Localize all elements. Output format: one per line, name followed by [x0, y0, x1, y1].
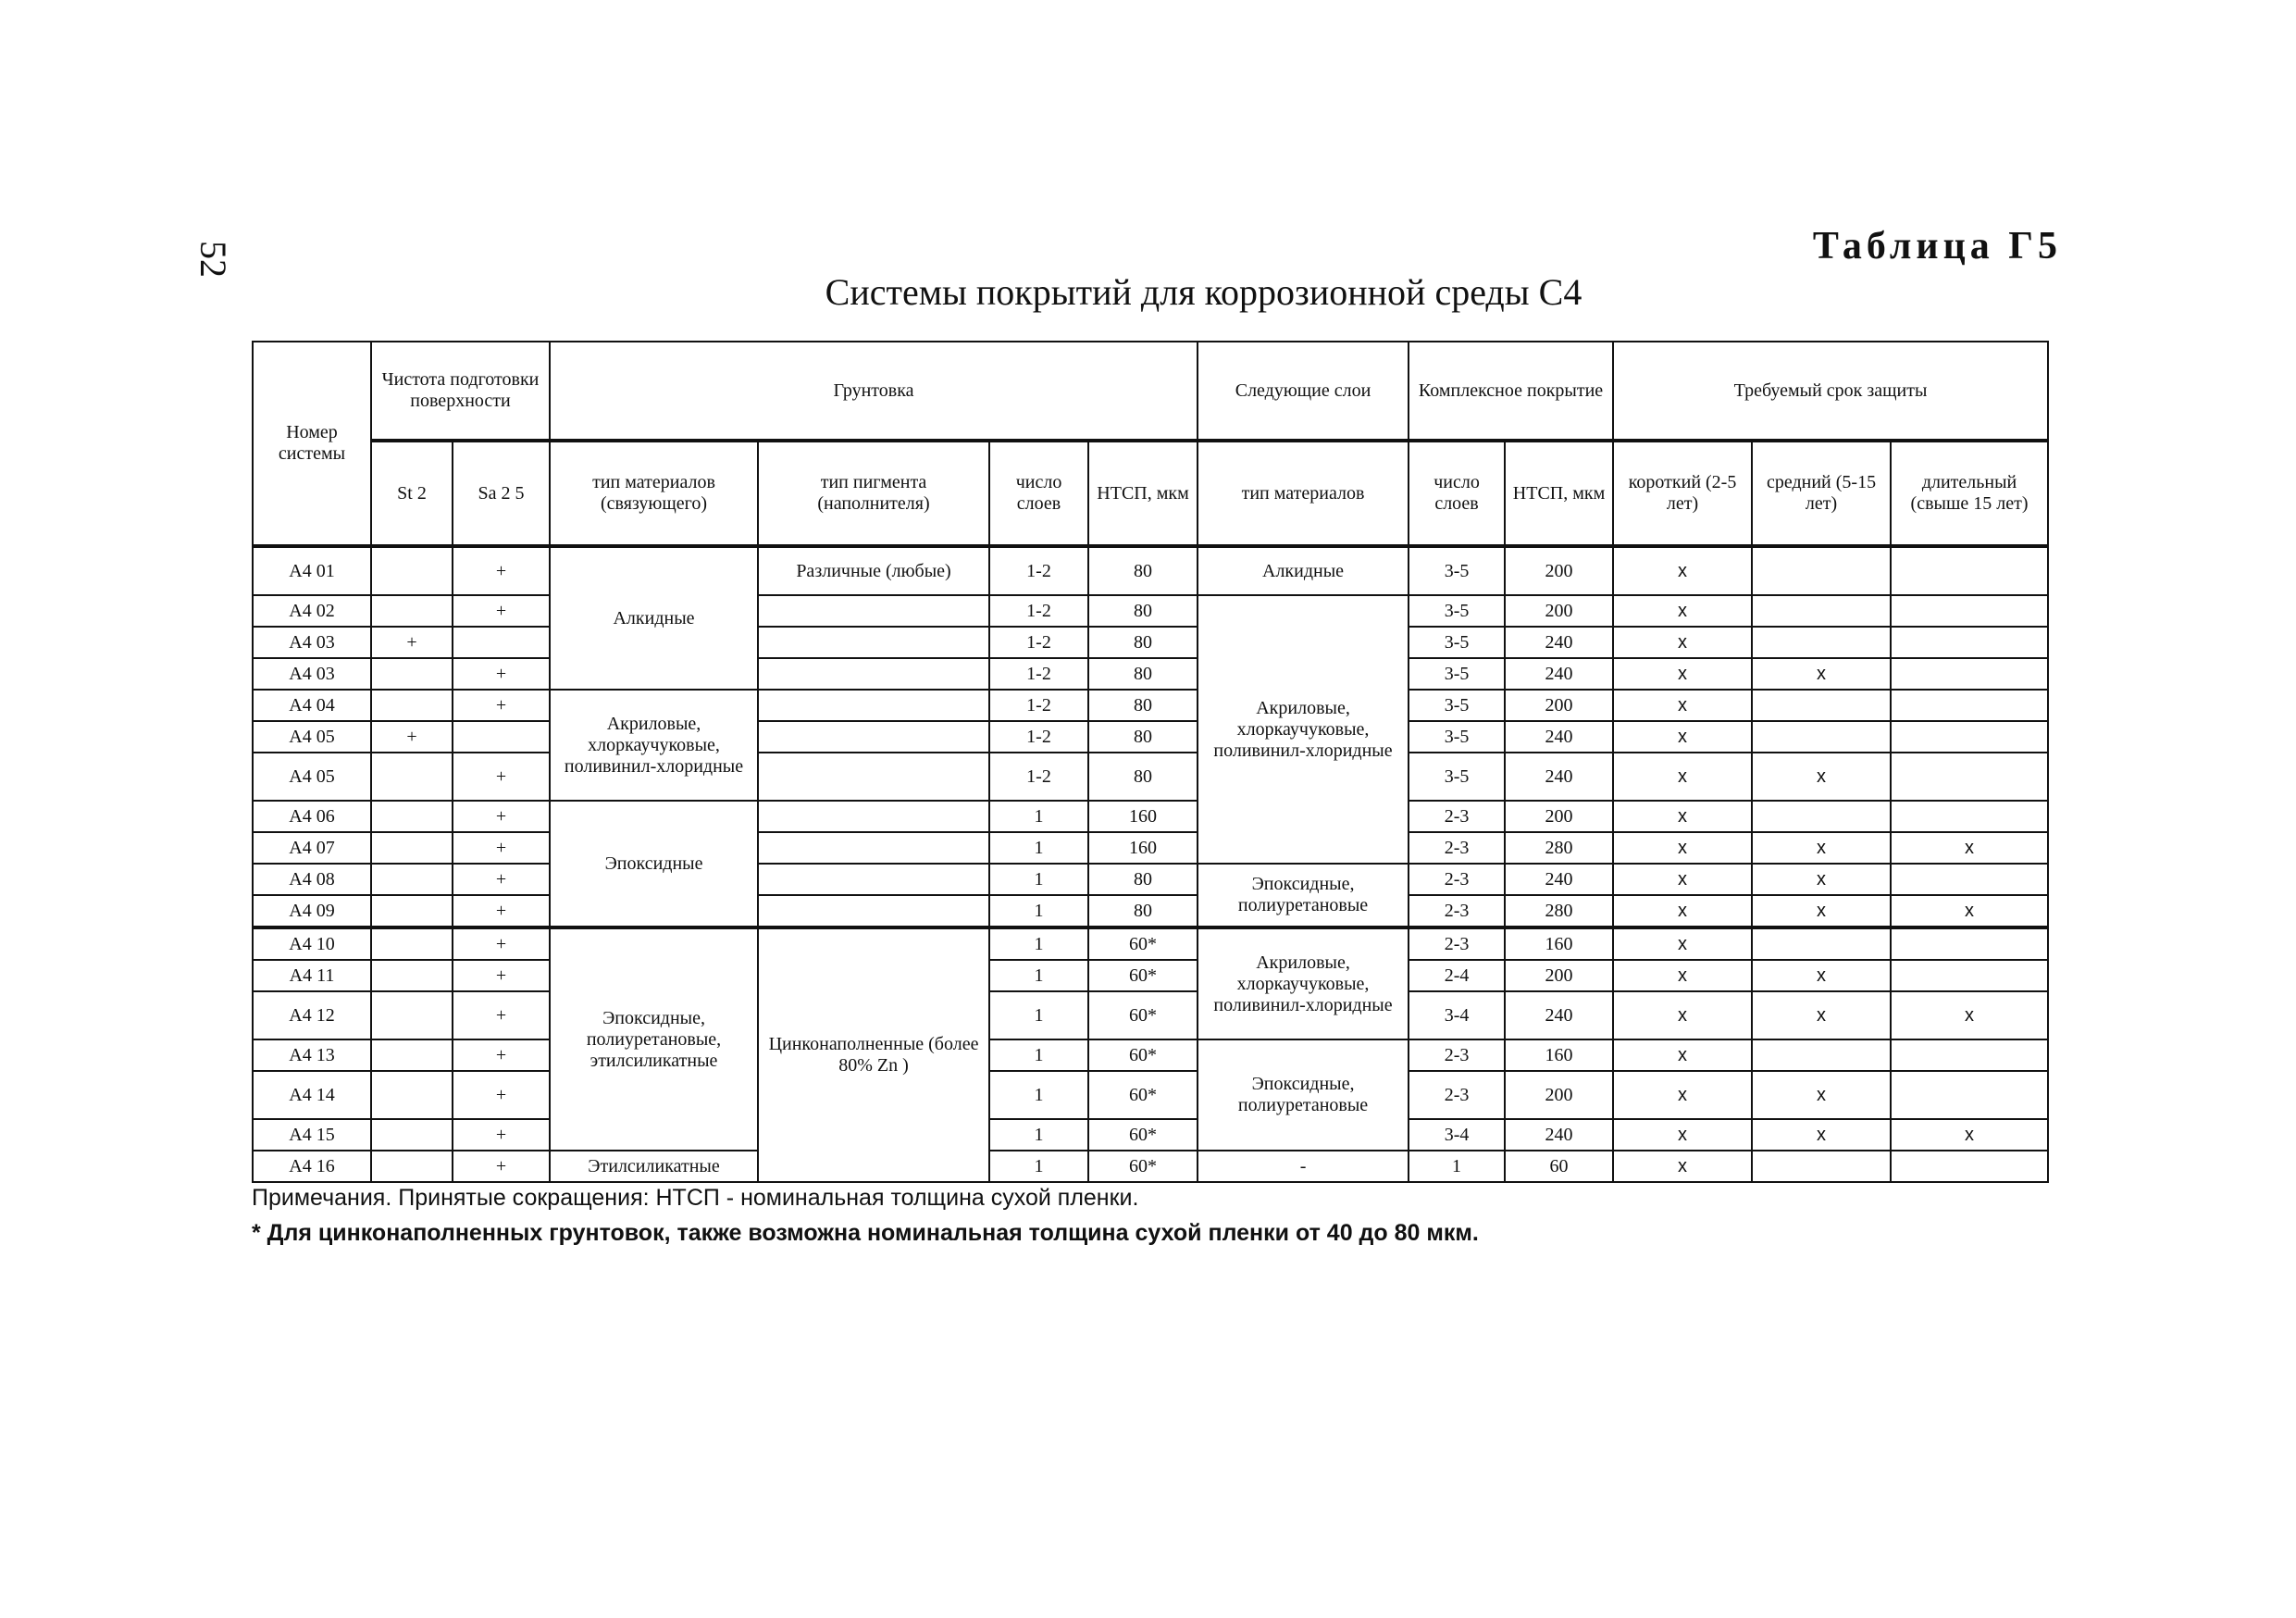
cell-short: x: [1613, 960, 1752, 991]
cell-primer-material: Эпоксидные: [550, 801, 758, 927]
cell-complex-layers: 3-5: [1409, 595, 1505, 627]
table-row: [253, 991, 2048, 1039]
cell-short: x: [1613, 895, 1752, 927]
page-number: 52: [192, 241, 234, 278]
cell-st2: +: [371, 721, 453, 753]
header-long: длительный (свыше 15 лет): [1891, 441, 2048, 546]
cell-long: [1891, 1039, 2048, 1071]
cell-long: [1891, 801, 2048, 832]
cell-primer-layers: 1-2: [989, 753, 1088, 801]
cell-medium: [1752, 627, 1891, 658]
cell-primer-dft: 80: [1088, 721, 1198, 753]
cell-medium: [1752, 546, 1891, 595]
cell-long: [1891, 546, 2048, 595]
cell-system: A4 15: [253, 1119, 371, 1151]
cell-st2: [371, 864, 453, 895]
header-protection: Требуемый срок защиты: [1613, 342, 2048, 441]
cell-sa25: +: [453, 927, 550, 960]
cell-short: x: [1613, 690, 1752, 721]
cell-system: A4 12: [253, 991, 371, 1039]
cell-primer-dft: 80: [1088, 864, 1198, 895]
cell-sa25: +: [453, 595, 550, 627]
cell-primer-layers: 1-2: [989, 690, 1088, 721]
table-label: Таблица Г5: [1812, 225, 2062, 268]
note-abbreviations: Примечания. Принятые сокращения: НТСП - номинальная толщина сухой пленки.: [252, 1185, 1139, 1211]
table-row: [253, 595, 2048, 627]
cell-primer-pigment: Различные (любые): [758, 546, 989, 595]
cell-primer-material: Эпоксидные, полиуретановые, этилсиликатные: [550, 927, 758, 1151]
cell-system: A4 09: [253, 895, 371, 927]
cell-complex-layers: 3-4: [1409, 991, 1505, 1039]
cell-medium: x: [1752, 1119, 1891, 1151]
cell-primer-layers: 1: [989, 1151, 1088, 1182]
cell-primer-dft: 60*: [1088, 927, 1198, 960]
cell-complex-dft: 240: [1505, 658, 1613, 690]
note-zinc-primers: * Для цинконаполненных грунтовок, также возможна номинальная толщина сухой пленки от 40 до 80 мкм.: [252, 1220, 1479, 1246]
cell-sa25: +: [453, 864, 550, 895]
cell-st2: [371, 1071, 453, 1119]
cell-primer-material: Этилсиликатные: [550, 1151, 758, 1182]
table-row: [253, 1151, 2048, 1182]
table-row: [253, 658, 2048, 690]
cell-medium: [1752, 801, 1891, 832]
cell-st2: [371, 1119, 453, 1151]
cell-short: x: [1613, 991, 1752, 1039]
cell-medium: x: [1752, 960, 1891, 991]
table-row: [253, 864, 2048, 895]
cell-complex-layers: 2-3: [1409, 927, 1505, 960]
cell-system: A4 05: [253, 721, 371, 753]
header-next-layers: Следующие слои: [1198, 342, 1409, 441]
cell-sa25: +: [453, 753, 550, 801]
cell-primer-layers: 1-2: [989, 721, 1088, 753]
table-row: [253, 1071, 2048, 1119]
cell-st2: [371, 658, 453, 690]
cell-primer-pigment: [758, 864, 989, 895]
cell-complex-dft: 240: [1505, 627, 1613, 658]
cell-medium: x: [1752, 991, 1891, 1039]
cell-long: [1891, 1151, 2048, 1182]
cell-complex-layers: 2-3: [1409, 801, 1505, 832]
cell-primer-layers: 1: [989, 960, 1088, 991]
header-surface-prep: Чистота подготовки поверхности: [371, 342, 550, 441]
cell-long: [1891, 960, 2048, 991]
cell-primer-pigment: [758, 721, 989, 753]
cell-complex-layers: 2-3: [1409, 1039, 1505, 1071]
cell-medium: x: [1752, 753, 1891, 801]
notes: [252, 1180, 2047, 1251]
header-primer-dft: НТСП, мкм: [1088, 441, 1198, 546]
cell-complex-layers: 1: [1409, 1151, 1505, 1182]
cell-short: x: [1613, 1071, 1752, 1119]
cell-medium: x: [1752, 658, 1891, 690]
cell-system: A4 13: [253, 1039, 371, 1071]
cell-primer-pigment: [758, 832, 989, 864]
cell-short: x: [1613, 801, 1752, 832]
cell-complex-layers: 3-5: [1409, 753, 1505, 801]
cell-medium: [1752, 1151, 1891, 1182]
cell-complex-layers: 3-5: [1409, 721, 1505, 753]
cell-primer-dft: 60*: [1088, 1151, 1198, 1182]
cell-short: x: [1613, 1151, 1752, 1182]
cell-sa25: +: [453, 832, 550, 864]
cell-complex-dft: 60: [1505, 1151, 1613, 1182]
cell-st2: [371, 991, 453, 1039]
cell-st2: [371, 546, 453, 595]
cell-sa25: +: [453, 960, 550, 991]
cell-primer-layers: 1-2: [989, 595, 1088, 627]
header-system-number: Номер системы: [253, 342, 371, 546]
cell-complex-dft: 240: [1505, 721, 1613, 753]
cell-long: [1891, 627, 2048, 658]
cell-primer-pigment: [758, 690, 989, 721]
table-row: [253, 690, 2048, 721]
cell-system: A4 07: [253, 832, 371, 864]
cell-short: x: [1613, 721, 1752, 753]
cell-short: x: [1613, 595, 1752, 627]
table-row: [253, 627, 2048, 658]
cell-short: x: [1613, 864, 1752, 895]
cell-complex-dft: 280: [1505, 832, 1613, 864]
header-primer: Грунтовка: [550, 342, 1198, 441]
cell-short: x: [1613, 1119, 1752, 1151]
cell-next-material: Эпоксидные, полиуретановые: [1198, 1039, 1409, 1151]
cell-sa25: [453, 627, 550, 658]
cell-system: A4 06: [253, 801, 371, 832]
cell-primer-dft: 80: [1088, 753, 1198, 801]
cell-long: [1891, 658, 2048, 690]
cell-medium: [1752, 690, 1891, 721]
cell-medium: [1752, 927, 1891, 960]
cell-complex-dft: 200: [1505, 960, 1613, 991]
cell-primer-layers: 1: [989, 991, 1088, 1039]
cell-sa25: +: [453, 801, 550, 832]
cell-complex-dft: 240: [1505, 864, 1613, 895]
cell-system: A4 14: [253, 1071, 371, 1119]
table-row: [253, 753, 2048, 801]
cell-next-material: Акриловые, хлоркаучуковые, поливинил-хлоридные: [1198, 927, 1409, 1039]
cell-complex-layers: 3-5: [1409, 546, 1505, 595]
cell-primer-layers: 1-2: [989, 658, 1088, 690]
cell-short: x: [1613, 658, 1752, 690]
cell-primer-pigment: [758, 595, 989, 627]
cell-complex-dft: 280: [1505, 895, 1613, 927]
cell-complex-dft: 240: [1505, 991, 1613, 1039]
cell-complex-layers: 3-5: [1409, 658, 1505, 690]
cell-medium: x: [1752, 864, 1891, 895]
header-complex-layers: число слоев: [1409, 441, 1505, 546]
cell-primer-pigment: [758, 895, 989, 927]
cell-next-material: Эпоксидные, полиуретановые: [1198, 864, 1409, 927]
cell-primer-pigment: [758, 753, 989, 801]
table-row: [253, 721, 2048, 753]
header-primer-material: тип материалов (связующего): [550, 441, 758, 546]
table-row: [253, 960, 2048, 991]
cell-primer-layers: 1: [989, 801, 1088, 832]
cell-sa25: +: [453, 1071, 550, 1119]
cell-next-material: -: [1198, 1151, 1409, 1182]
cell-primer-layers: 1: [989, 832, 1088, 864]
cell-complex-layers: 3-5: [1409, 627, 1505, 658]
cell-medium: x: [1752, 832, 1891, 864]
cell-long: x: [1891, 832, 2048, 864]
table-row: [253, 895, 2048, 927]
header-complex-dft: НТСП, мкм: [1505, 441, 1613, 546]
cell-st2: [371, 832, 453, 864]
cell-primer-dft: 80: [1088, 895, 1198, 927]
cell-medium: [1752, 721, 1891, 753]
coating-systems-table: [252, 341, 2049, 1183]
header-short: короткий (2-5 лет): [1613, 441, 1752, 546]
cell-system: A4 01: [253, 546, 371, 595]
cell-system: A4 05: [253, 753, 371, 801]
table-row: [253, 801, 2048, 832]
cell-complex-dft: 240: [1505, 753, 1613, 801]
cell-short: x: [1613, 546, 1752, 595]
cell-primer-layers: 1: [989, 927, 1088, 960]
cell-medium: [1752, 595, 1891, 627]
cell-long: [1891, 864, 2048, 895]
cell-st2: [371, 1151, 453, 1182]
cell-st2: [371, 960, 453, 991]
cell-primer-pigment: Цинконаполненные (более 80% Zn ): [758, 927, 989, 1182]
cell-medium: x: [1752, 895, 1891, 927]
cell-complex-dft: 200: [1505, 1071, 1613, 1119]
cell-sa25: [453, 721, 550, 753]
cell-complex-dft: 160: [1505, 1039, 1613, 1071]
cell-primer-pigment: [758, 801, 989, 832]
cell-sa25: +: [453, 991, 550, 1039]
cell-system: A4 08: [253, 864, 371, 895]
cell-primer-material: Алкидные: [550, 546, 758, 690]
cell-medium: x: [1752, 1071, 1891, 1119]
cell-complex-layers: 2-3: [1409, 864, 1505, 895]
cell-sa25: +: [453, 690, 550, 721]
cell-complex-layers: 2-4: [1409, 960, 1505, 991]
cell-complex-layers: 2-3: [1409, 895, 1505, 927]
cell-primer-dft: 60*: [1088, 960, 1198, 991]
cell-st2: [371, 927, 453, 960]
cell-primer-dft: 80: [1088, 658, 1198, 690]
cell-long: [1891, 690, 2048, 721]
cell-complex-dft: 200: [1505, 801, 1613, 832]
cell-long: x: [1891, 991, 2048, 1039]
cell-system: A4 16: [253, 1151, 371, 1182]
cell-primer-dft: 60*: [1088, 1119, 1198, 1151]
cell-primer-layers: 1: [989, 1039, 1088, 1071]
cell-short: x: [1613, 753, 1752, 801]
table-row: [253, 832, 2048, 864]
cell-st2: [371, 1039, 453, 1071]
cell-long: [1891, 721, 2048, 753]
cell-primer-pigment: [758, 658, 989, 690]
cell-primer-dft: 60*: [1088, 1071, 1198, 1119]
cell-medium: [1752, 1039, 1891, 1071]
cell-sa25: +: [453, 1151, 550, 1182]
cell-complex-layers: 2-3: [1409, 1071, 1505, 1119]
cell-system: A4 02: [253, 595, 371, 627]
cell-primer-layers: 1-2: [989, 546, 1088, 595]
cell-complex-layers: 3-4: [1409, 1119, 1505, 1151]
table-row: [253, 1039, 2048, 1071]
cell-sa25: +: [453, 658, 550, 690]
cell-long: [1891, 1071, 2048, 1119]
header-complex: Комплексное покрытие: [1409, 342, 1613, 441]
cell-primer-dft: 80: [1088, 595, 1198, 627]
table-row: [253, 927, 2048, 960]
cell-long: [1891, 753, 2048, 801]
cell-sa25: +: [453, 546, 550, 595]
header-medium: средний (5-15 лет): [1752, 441, 1891, 546]
cell-complex-dft: 200: [1505, 595, 1613, 627]
cell-complex-dft: 200: [1505, 690, 1613, 721]
cell-primer-material: Акриловые, хлоркаучуковые, поливинил-хлоридные: [550, 690, 758, 801]
cell-primer-dft: 80: [1088, 627, 1198, 658]
cell-long: [1891, 595, 2048, 627]
cell-long: [1891, 927, 2048, 960]
cell-st2: [371, 801, 453, 832]
header-primer-pigment: тип пигмента (наполнителя): [758, 441, 989, 546]
header-sa25: Sa 2 5: [453, 441, 550, 546]
cell-st2: [371, 595, 453, 627]
cell-next-material: Акриловые, хлоркаучуковые, поливинил-хлоридные: [1198, 595, 1409, 864]
cell-st2: +: [371, 627, 453, 658]
cell-complex-dft: 160: [1505, 927, 1613, 960]
cell-st2: [371, 753, 453, 801]
cell-primer-layers: 1: [989, 864, 1088, 895]
table-row: [253, 1119, 2048, 1151]
header-primer-layers: число слоев: [989, 441, 1088, 546]
cell-primer-dft: 60*: [1088, 991, 1198, 1039]
cell-short: x: [1613, 1039, 1752, 1071]
cell-system: A4 04: [253, 690, 371, 721]
cell-primer-layers: 1: [989, 895, 1088, 927]
cell-sa25: +: [453, 1039, 550, 1071]
cell-primer-dft: 80: [1088, 690, 1198, 721]
cell-system: A4 10: [253, 927, 371, 960]
cell-short: x: [1613, 927, 1752, 960]
cell-primer-dft: 160: [1088, 801, 1198, 832]
cell-primer-dft: 60*: [1088, 1039, 1198, 1071]
table-title: Системы покрытий для коррозионной среды С4: [825, 271, 1582, 313]
cell-complex-layers: 2-3: [1409, 832, 1505, 864]
cell-long: x: [1891, 895, 2048, 927]
cell-sa25: +: [453, 1119, 550, 1151]
cell-short: x: [1613, 832, 1752, 864]
cell-primer-dft: 80: [1088, 546, 1198, 595]
cell-st2: [371, 690, 453, 721]
cell-primer-layers: 1: [989, 1119, 1088, 1151]
cell-st2: [371, 895, 453, 927]
header-next-material: тип материалов: [1198, 441, 1409, 546]
cell-complex-layers: 3-5: [1409, 690, 1505, 721]
cell-primer-pigment: [758, 627, 989, 658]
header-st2: St 2: [371, 441, 453, 546]
cell-system: A4 03: [253, 627, 371, 658]
cell-primer-layers: 1-2: [989, 627, 1088, 658]
cell-primer-dft: 160: [1088, 832, 1198, 864]
cell-system: A4 03: [253, 658, 371, 690]
cell-system: A4 11: [253, 960, 371, 991]
cell-complex-dft: 240: [1505, 1119, 1613, 1151]
cell-next-material: Алкидные: [1198, 546, 1409, 595]
cell-sa25: +: [453, 895, 550, 927]
table-row: [253, 546, 2048, 595]
cell-complex-dft: 200: [1505, 546, 1613, 595]
cell-primer-layers: 1: [989, 1071, 1088, 1119]
cell-long: x: [1891, 1119, 2048, 1151]
cell-short: x: [1613, 627, 1752, 658]
